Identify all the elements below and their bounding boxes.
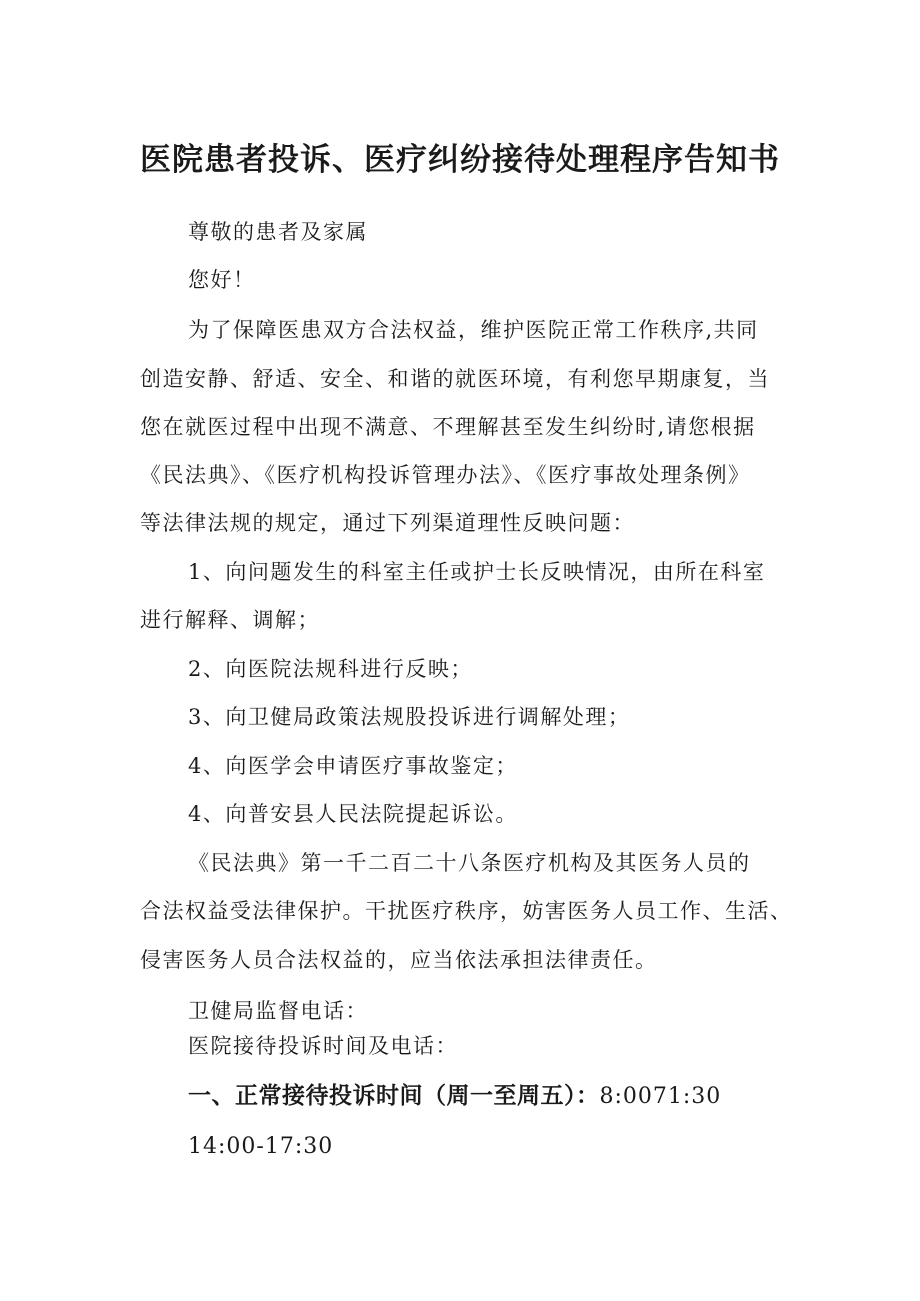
channel-item: 2、向医院法规科进行反映； (188, 657, 473, 681)
intro-line: 等法律法规的规定，通过下列渠道理性反映问题： (140, 511, 635, 535)
law-line: 《民法典》第一千二百二十八条医疗机构及其医务人员的 (188, 851, 751, 875)
channel-item: 4、向普安县人民法院提起诉讼。 (188, 802, 518, 826)
channel-item: 3、向卫健局政策法规股投诉进行调解处理； (188, 705, 631, 729)
intro-line: 为了保障医患双方合法权益，维护医院正常工作秩序,共同 (188, 318, 759, 342)
channel-item: 1、向问题发生的科室主任或护士长反映情况，由所在科室 (188, 560, 766, 584)
hours-afternoon: 14:00-17:30 (188, 1134, 334, 1159)
hours-heading: 一、正常接待投诉时间（周一至周五）： (188, 1083, 600, 1109)
channel-item: 4、向医学会申请医疗事故鉴定； (188, 754, 518, 778)
document-title: 医院患者投诉、医疗纠纷接待处理程序告知书 (140, 142, 780, 178)
intro-line: 《民法典》、《医疗机构投诉管理办法》、《医疗事故处理条例》 (140, 463, 751, 487)
supervision-phone-label: 卫健局监督电话： (188, 999, 368, 1023)
intro-line: 创造安静、舒适、安全、和谐的就医环境，有利您早期康复，当 (140, 367, 770, 391)
law-line: 侵害医务人员合法权益的，应当依法承担法律责任。 (140, 948, 658, 972)
reception-label: 医院接待投诉时间及电话： (188, 1034, 458, 1058)
hours-morning: 8:0071:30 (599, 1084, 722, 1109)
salutation: 尊敬的患者及家属 (188, 220, 368, 244)
channel-item-continued: 进行解释、调解； (140, 608, 320, 632)
greeting: 您好！ (188, 268, 256, 292)
law-line: 合法权益受法律保护。干扰医疗秩序，妨害医务人员工作、生活、 (140, 899, 793, 923)
hours-row (188, 1081, 721, 1112)
intro-line: 您在就医过程中出现不满意、不理解甚至发生纠纷时,请您根据 (140, 415, 756, 439)
